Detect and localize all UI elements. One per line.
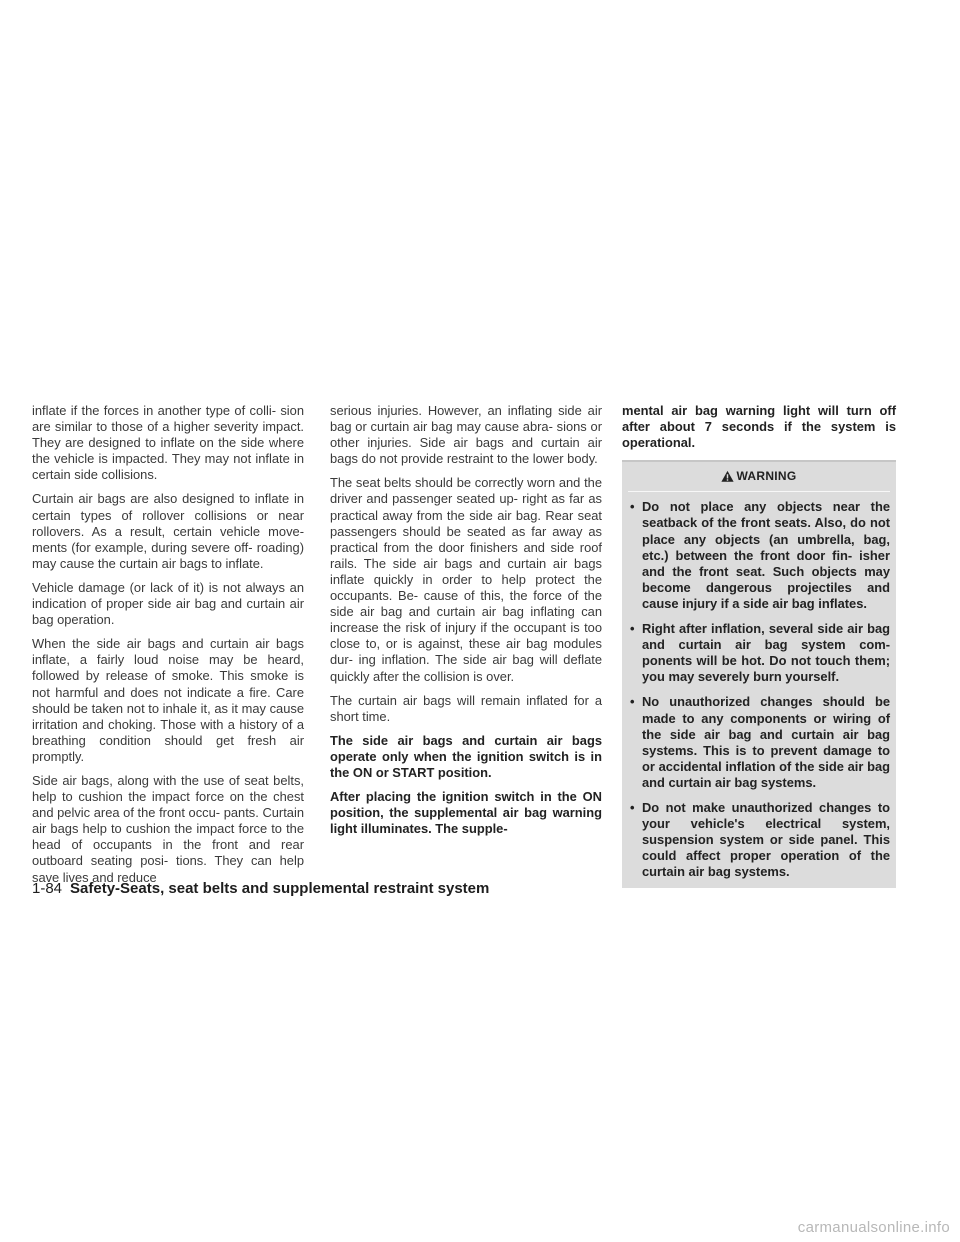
warning-item-text: Do not make unauthorized changes to your vehicle's electrical system, suspension system or side panel. This could affect proper operation of the curtain air bag systems. (642, 799, 890, 880)
warning-header (628, 462, 890, 492)
paragraph: The seat belts should be correctly worn and the driver and passenger seated up- right as far as practical away from the side air bag. Rear seat passengers should be seated as far away as practical from the door finishers and side roof rails. The side air bags and curtain air bags inflate quickly in order to help protect the occupants. Be- cause of this, the force of the side air bag and curtain air bag inflating can increase the risk of injury if the occupant is too close to, or is against, these air bag modules dur- ing inflation. The side air bag will deflate quickly after the collision is over. (330, 475, 602, 684)
text-column-2 (330, 403, 602, 845)
warning-triangle-icon (721, 470, 734, 483)
bullet: • (630, 799, 635, 815)
warning-list (628, 492, 890, 882)
warning-title: WARNING (736, 469, 797, 484)
warning-box (622, 460, 896, 888)
bold-paragraph: The side air bags and curtain air bags operate only when the ignition switch is in the ON or START position. (330, 732, 602, 780)
warning-item-text: Do not place any objects near the seatback of the front seats. Also, do not place any objects (an umbrella, bag, etc.) between the front door fin- isher and the front seat. Such objects may become dangerous projectiles and cause injury if a side air bag inflates. (642, 499, 890, 611)
bullet: • (630, 621, 635, 637)
paragraph: Curtain air bags are also designed to inflate in certain types of rollover collisions or near rollovers. As a result, certain vehicle move- ments (for example, during severe off- roading) may cause the curtain air bags to inflate. (32, 491, 304, 571)
section-title: Safety-Seats, seat belts and supplemental restraint system (70, 880, 490, 897)
paragraph: The curtain air bags will remain inflated for a short time. (330, 692, 602, 724)
paragraph: When the side air bags and curtain air bags inflate, a fairly loud noise may be heard, followed by release of smoke. This smoke is not harmful and does not indicate a fire. Care should be taken not to inhale it, as it may cause irritation and choking. Those with a history of a breathing condition should get fresh air promptly. (32, 636, 304, 764)
paragraph: serious injuries. However, an inflating side air bag or curtain air bag may cause abra- sions or other injuries. Side air bags and curtain air bags do not provide restraint to the lower body. (330, 403, 602, 467)
bold-paragraph: After placing the ignition switch in the ON position, the supplemental air bag warning light illuminates. The supple- (330, 789, 602, 837)
paragraph: inflate if the forces in another type of colli- sion are similar to those of a higher severity impact. They are designed to inflate on the side where the vehicle is impacted. They may not inflate in certain side collisions. (32, 403, 304, 483)
text-column-3 (622, 403, 896, 888)
warning-item-text: No unauthorized changes should be made to any components or wiring of the side air bag and curtain air bag systems. This is to prevent damage to or accidental inflation of the side air bag and curtain air bag systems. (642, 694, 890, 790)
page-footer (32, 880, 489, 898)
warning-item (628, 614, 890, 687)
bullet: • (630, 499, 635, 515)
warning-item-text: Right after inflation, several side air bag and curtain air bag system com- ponents will be hot. Do not touch them; you may severely burn yourself. (642, 621, 890, 685)
page-number: 1-84 (32, 880, 63, 897)
paragraph: Vehicle damage (or lack of it) is not always an indication of proper side air bag and curtain air bag operation. (32, 579, 304, 628)
paragraph: Side air bags, along with the use of seat belts, help to cushion the impact force on the chest and pelvic area of the front occu- pants. Curtain air bags help to cushion the impact force to the head of occupants in the front and rear outboard seating posi- tions. They can help save lives and reduce (32, 772, 304, 885)
warning-item (628, 687, 890, 793)
bold-paragraph: mental air bag warning light will turn off after about 7 seconds if the system is operational. (622, 403, 896, 451)
warning-item (628, 492, 890, 614)
text-column-1 (32, 403, 304, 894)
bullet: • (630, 694, 635, 710)
watermark-text[interactable]: carmanualsonline.info (797, 1219, 950, 1236)
warning-item (628, 793, 890, 882)
